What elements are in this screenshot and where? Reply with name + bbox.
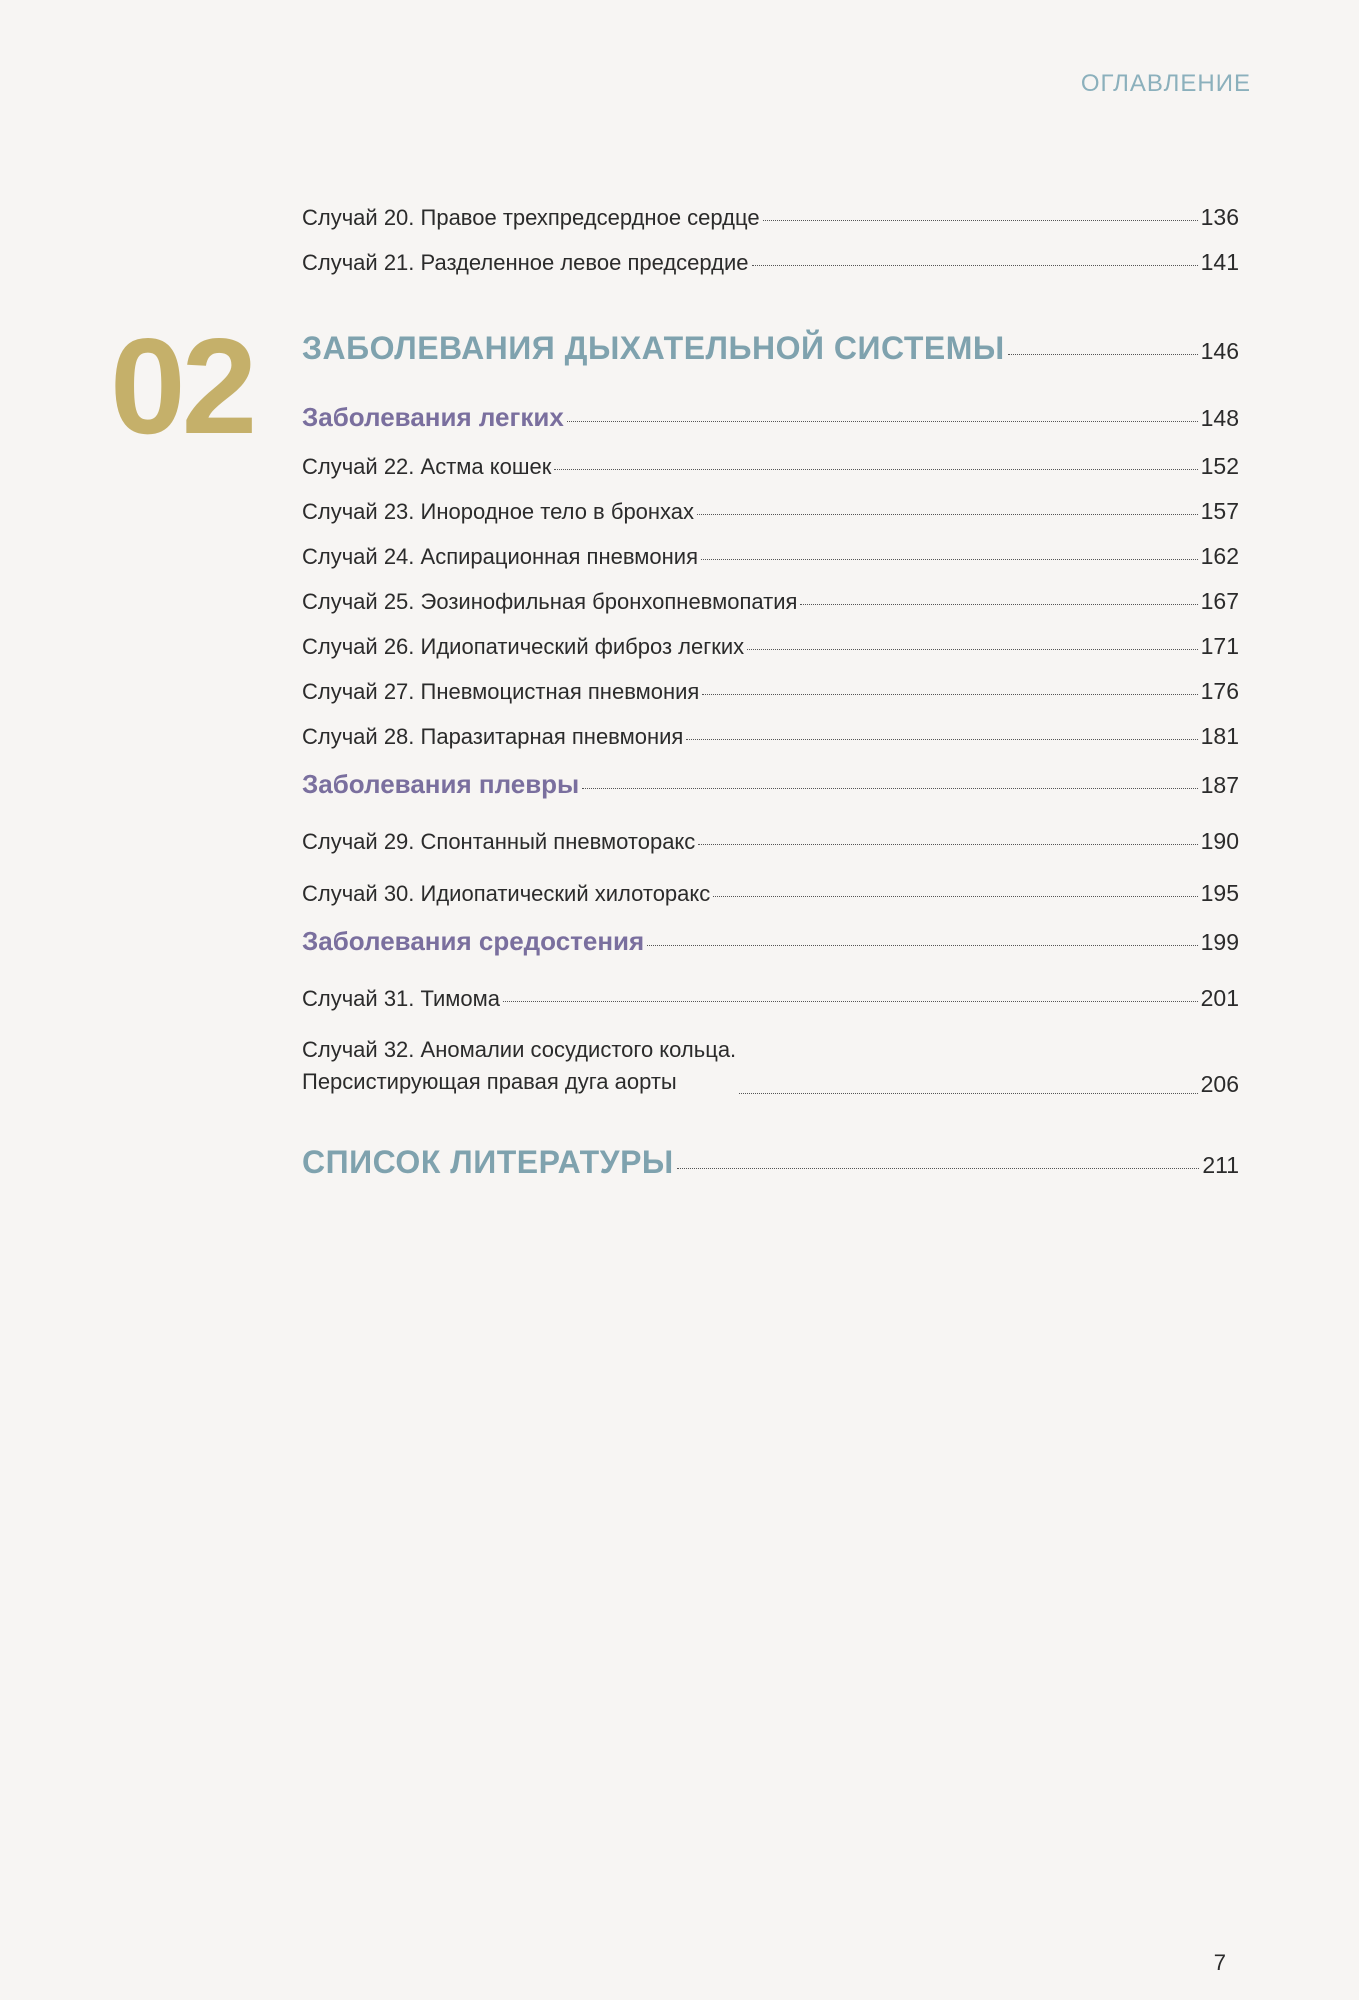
toc-entry-page: 187 <box>1200 772 1239 798</box>
toc-entry[interactable] <box>302 984 1239 1013</box>
toc-entry-title: Случай 29. Спонтанный пневмоторакс <box>302 829 696 854</box>
toc-entry-title: Случай 26. Идиопатический фиброз легких <box>302 634 745 659</box>
toc-entry-page: 162 <box>1200 543 1239 569</box>
toc-entry[interactable] <box>302 452 1239 481</box>
dot-leader <box>739 1093 1197 1094</box>
toc-section-title: Заболевания плевры <box>302 769 580 799</box>
toc-chapter-entry[interactable] <box>302 330 1239 366</box>
toc-entry-page: 181 <box>1200 723 1239 749</box>
toc-entry-title: Случай 27. Пневмоцистная пневмония <box>302 679 700 704</box>
chapter-number: 02 <box>110 310 254 462</box>
toc-entry[interactable] <box>302 879 1239 908</box>
toc-entry-title-line1: Случай 32. Аномалии сосудистого кольца. <box>302 1037 737 1062</box>
toc-entry-page: 171 <box>1200 633 1239 659</box>
toc-entry-title: Случай 31. Тимома <box>302 986 500 1011</box>
toc-entry-page: 176 <box>1200 678 1239 704</box>
toc-entry[interactable] <box>302 722 1239 751</box>
toc-section-title: Заболевания средостения <box>302 926 645 956</box>
toc-entry-page: 190 <box>1200 828 1239 854</box>
toc-entry-page: 199 <box>1200 929 1239 955</box>
toc-entry[interactable] <box>302 632 1239 661</box>
dot-leader <box>763 220 1198 221</box>
dot-leader <box>503 1001 1198 1002</box>
toc-entry-page: 148 <box>1200 405 1239 431</box>
toc-entry-title: Случай 23. Инородное тело в бронхах <box>302 499 695 524</box>
toc-entry-page: 195 <box>1200 880 1239 906</box>
toc-entry[interactable] <box>302 203 1239 232</box>
dot-leader <box>647 945 1197 946</box>
toc-entry-page: 141 <box>1200 249 1239 275</box>
dot-leader <box>752 265 1198 266</box>
dot-leader <box>713 896 1197 897</box>
toc-entry[interactable] <box>302 827 1239 856</box>
dot-leader <box>800 604 1197 605</box>
toc-entry-title: Случай 20. Правое трехпредсердное сердце <box>302 205 760 230</box>
dot-leader <box>677 1168 1200 1169</box>
toc-section-entry[interactable] <box>302 927 1239 956</box>
dot-leader <box>747 649 1197 650</box>
toc-entry-page: 201 <box>1200 985 1239 1011</box>
toc-references-title: СПИСОК ЛИТЕРАТУРЫ <box>302 1144 674 1180</box>
dot-leader <box>701 559 1198 560</box>
toc-chapter-title: ЗАБОЛЕВАНИЯ ДЫХАТЕЛЬНОЙ СИСТЕМЫ <box>302 330 1005 366</box>
toc-entry-title: Случай 30. Идиопатический хилоторакс <box>302 881 711 906</box>
toc-section-entry[interactable] <box>302 770 1239 799</box>
toc-entry[interactable] <box>302 497 1239 526</box>
dot-leader <box>554 469 1197 470</box>
dot-leader <box>1008 354 1198 355</box>
toc-entry[interactable] <box>302 1034 1239 1098</box>
toc-entry-page: 211 <box>1202 1152 1239 1178</box>
toc-entry-page: 206 <box>1200 1071 1239 1097</box>
toc-entry-title: Случай 28. Паразитарная пневмония <box>302 724 684 749</box>
toc-entry-page: 157 <box>1200 498 1239 524</box>
toc-entry[interactable] <box>302 677 1239 706</box>
dot-leader <box>567 421 1198 422</box>
toc-entry-title: Случай 22. Астма кошек <box>302 454 552 479</box>
toc-entry-title: Случай 24. Аспирационная пневмония <box>302 544 698 569</box>
toc-section-title: Заболевания легких <box>302 402 564 432</box>
toc-entry-title-multiline <box>302 1034 736 1098</box>
dot-leader <box>697 514 1198 515</box>
toc-entry[interactable] <box>302 542 1239 571</box>
toc-section-entry[interactable] <box>302 403 1239 432</box>
dot-leader <box>686 739 1197 740</box>
dot-leader <box>698 844 1197 845</box>
toc-entry-page: 152 <box>1200 453 1239 479</box>
dot-leader <box>702 694 1197 695</box>
toc-entry-title: Случай 25. Эозинофильная бронхопневмопатия <box>302 589 798 614</box>
toc-entry-title: Случай 21. Разделенное левое предсердие <box>302 250 749 275</box>
dot-leader <box>582 788 1197 789</box>
toc-references-entry[interactable] <box>302 1144 1239 1180</box>
toc-entry[interactable] <box>302 248 1239 277</box>
toc-entry-page: 146 <box>1200 338 1239 364</box>
toc-entry-title-line2: Персистирующая правая дуга аорты <box>302 1069 677 1094</box>
page-number: 7 <box>1213 1950 1226 1975</box>
running-header: ОГЛАВЛЕНИЕ <box>1080 70 1251 97</box>
toc-entry-page: 167 <box>1200 588 1239 614</box>
toc-entry-page: 136 <box>1200 204 1239 230</box>
toc-entry[interactable] <box>302 587 1239 616</box>
